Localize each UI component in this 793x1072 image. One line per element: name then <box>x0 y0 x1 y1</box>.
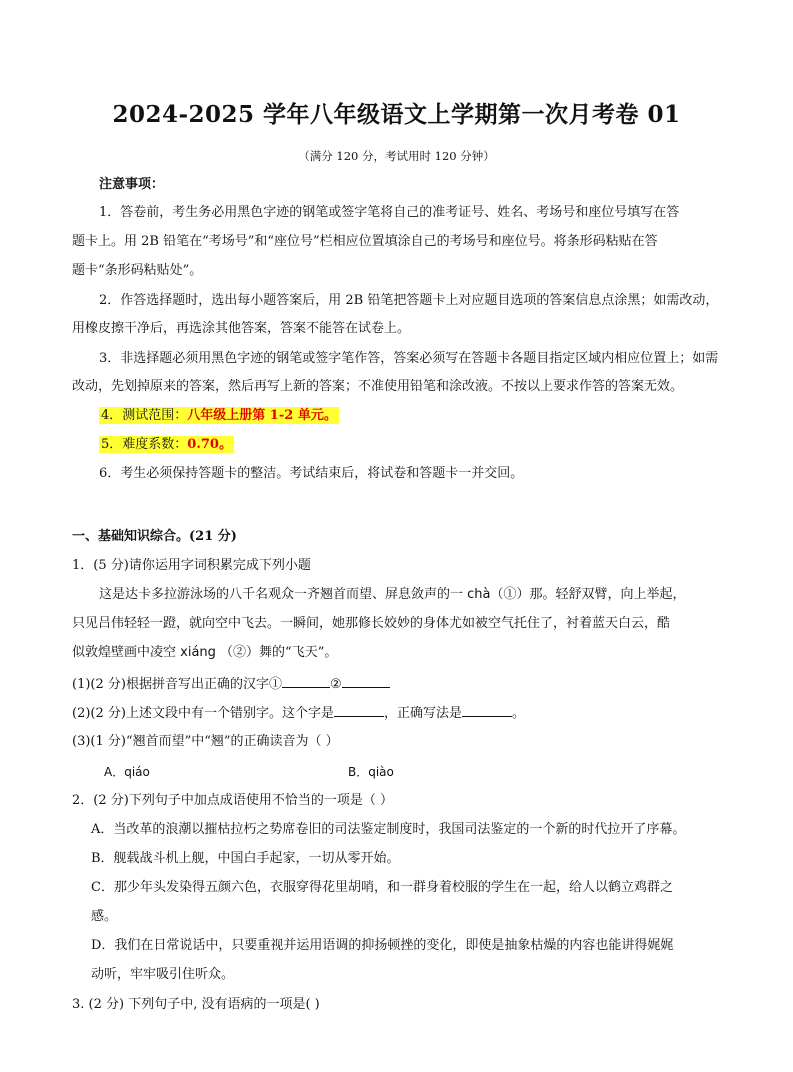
notice-item4 <box>99 407 339 425</box>
answer-blank-2[interactable] <box>342 675 390 688</box>
q1-passage-line3 <box>72 644 337 662</box>
q2-option-c-line1[interactable]: C．那少年头发染得五颜六色，衣服穿得花里胡哨，和一群身着校服的学生在一起，给人以鹤立鸡群之 <box>91 880 673 895</box>
section1-heading: 一、基础知识综合。(21 分) <box>72 529 237 544</box>
notice-item5-label: 5．难度系数： <box>101 437 188 452</box>
q1-passage-line1-text-a: 这是达卡多拉游泳场的八千名观众一齐翘首而望、屏息敛声的一 <box>99 587 464 602</box>
answer-blank-correct-char[interactable] <box>462 704 512 717</box>
notice-item2-line2: 用橡皮擦干净后，再选涂其他答案，答案不能答在试卷上。 <box>72 321 411 336</box>
q1-option-a[interactable]: A．qiáo <box>104 765 150 779</box>
notice-item1-line3: 题卡“条形码粘贴处”。 <box>72 263 203 278</box>
notice-item4-label: 4．测试范围： <box>101 408 188 423</box>
q1-pinyin-cha: chà <box>463 587 491 602</box>
q1-passage-line1 <box>99 586 686 604</box>
q2-option-a[interactable]: A．当改革的浪潮以摧枯拉朽之势席卷旧的司法鉴定制度时，我国司法鉴定的一个新的时代拉开了序幕。 <box>91 822 686 837</box>
q1-passage-line3-text-b: （②）舞的“飞天”。 <box>220 645 338 660</box>
q1-sub1 <box>72 675 390 694</box>
q1-pinyin-xiang: xiáng <box>176 645 221 660</box>
notice-item6: 6．考生必须保持答题卡的整洁。考试结束后，将试卷和答题卡一并交回。 <box>99 466 524 481</box>
notice-item5 <box>99 436 234 454</box>
q1-sub2-text-b: ，正确写法是 <box>383 706 462 721</box>
q1-sub3: (3)(1 分)“翘首而望”中“翘”的正确读音为（ ） <box>72 734 339 749</box>
q1-sub2 <box>72 704 525 723</box>
q1-sub1-marker-2: ② <box>329 677 342 692</box>
notice-heading: 注意事项： <box>99 177 165 192</box>
q2-stem: 2．(2 分)下列句子中加点成语使用不恰当的一项是（ ） <box>72 793 393 808</box>
page-title: 2024-2025 学年八年级语文上学期第一次月考卷 01 <box>112 101 681 128</box>
q2-option-b[interactable]: B．舰载战斗机上舰，中国白手起家，一切从零开始。 <box>91 851 400 866</box>
q1-passage-line3-text-a: 似敦煌壁画中凌空 <box>72 645 177 660</box>
notice-item2-line1: 2．作答选择题时，选出每小题答案后，用 2B 铅笔把答题卡上对应题目选项的答案信息点涂黑；如需改动， <box>99 293 719 308</box>
difficulty-value: 0.70。 <box>187 437 232 452</box>
test-range-value: 八年级上册第 1-2 单元。 <box>187 408 337 423</box>
notice-item3-line2: 改动，先划掉原来的答案，然后再写上新的答案；不准使用铅笔和涂改液。不按以上要求作答的答案无效。 <box>72 379 684 394</box>
q1-stem: 1．(5 分)请你运用字词积累完成下列小题 <box>72 558 311 573</box>
answer-blank-1[interactable] <box>282 675 330 688</box>
q3-stem: 3. (2 分) 下列句子中, 没有语病的一项是( ) <box>72 997 320 1012</box>
notice-item1-line1: 1．答卷前，考生务必用黑色字迹的钢笔或签字笔将自己的准考证号、姓名、考场号和座位号填写在答 <box>99 205 680 220</box>
q1-option-b[interactable]: B．qiào <box>348 765 394 779</box>
notice-item1-line2: 题卡上。用 2B 铅笔在“考场号”和“座位号”栏相应位置填涂自己的考场号和座位号。将条形码粘贴在答 <box>72 234 658 249</box>
answer-blank-wrong-char[interactable] <box>334 704 384 717</box>
page-subtitle: （满分 120 分，考试用时 120 分钟） <box>298 149 495 163</box>
q2-option-d-line2: 动听，牢牢吸引住听众。 <box>91 967 235 982</box>
notice-item3-line1: 3．非选择题必须用黑色字迹的钢笔或签字笔作答，答案必须写在答题卡各题目指定区域内相应位置上；如需 <box>99 351 719 366</box>
q2-option-d-line1[interactable]: D．我们在日常说话中，只要重视并运用语调的抑扬顿挫的变化，即使是抽象枯燥的内容也能讲得娓娓 <box>91 938 674 953</box>
q1-passage-line2: 只见吕伟轻轻一蹬，就向空中飞去。一瞬间，她那修长姣妙的身体尤如被空气托住了，衬着蓝天白云，酷 <box>72 616 671 631</box>
q1-sub2-text-c: 。 <box>511 706 525 721</box>
q2-option-c-line2: 感。 <box>91 909 118 924</box>
q1-passage-line1-text-b: （①）那。轻舒双臂，向上举起， <box>490 587 686 602</box>
q1-sub2-text-a: (2)(2 分)上述文段中有一个错别字。这个字是 <box>72 706 334 721</box>
q1-sub1-text: (1)(2 分)根据拼音写出正确的汉字① <box>72 677 282 692</box>
